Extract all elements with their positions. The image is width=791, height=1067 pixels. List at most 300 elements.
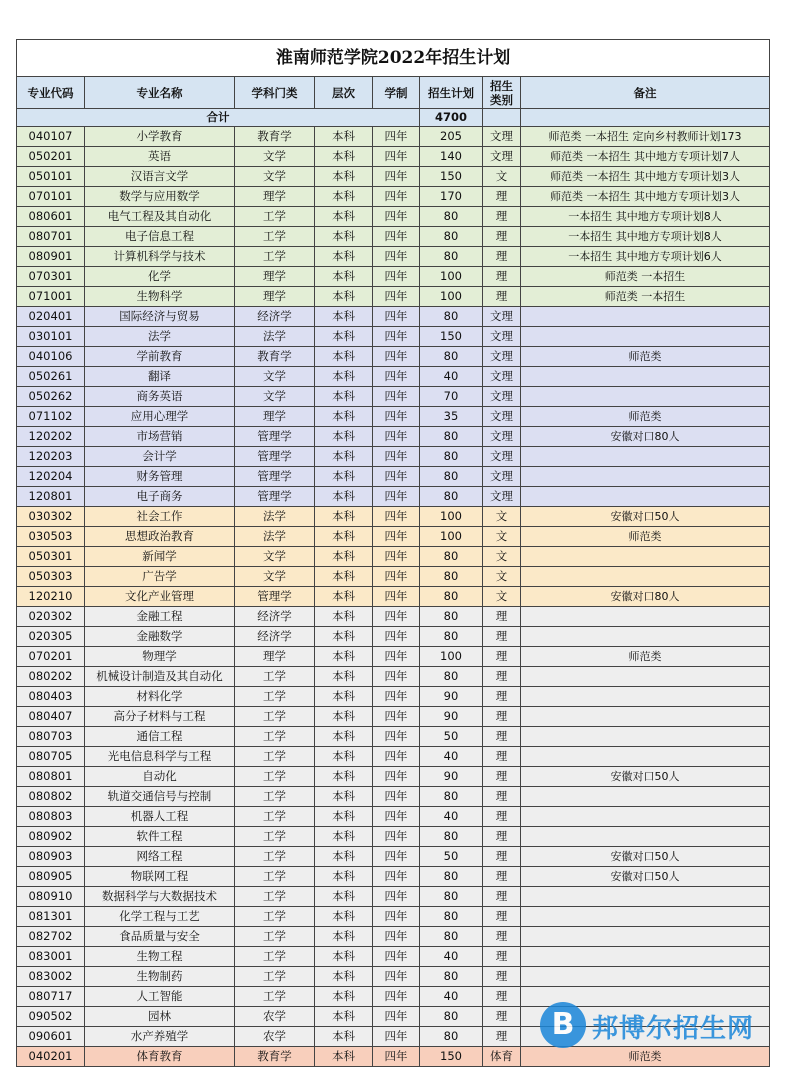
cell-name: 金融数学	[85, 627, 235, 647]
cell-field: 工学	[235, 927, 315, 947]
header-level: 层次	[315, 77, 373, 109]
cell-category: 文	[483, 547, 521, 567]
cell-years: 四年	[373, 627, 420, 647]
cell-category: 理	[483, 1007, 521, 1027]
cell-years: 四年	[373, 427, 420, 447]
cell-name: 文化产业管理	[85, 587, 235, 607]
cell-remark	[521, 967, 770, 987]
table-row	[17, 847, 770, 867]
cell-category: 文理	[483, 407, 521, 427]
cell-name: 应用心理学	[85, 407, 235, 427]
cell-field: 工学	[235, 767, 315, 787]
cell-category: 理	[483, 727, 521, 747]
table-row	[17, 747, 770, 767]
cell-years: 四年	[373, 887, 420, 907]
cell-years: 四年	[373, 727, 420, 747]
header-years: 学制	[373, 77, 420, 109]
cell-name: 生物制药	[85, 967, 235, 987]
cell-name: 电子信息工程	[85, 227, 235, 247]
cell-plan: 40	[420, 747, 483, 767]
cell-level: 本科	[315, 187, 373, 207]
cell-code: 080705	[17, 747, 85, 767]
cell-code: 020302	[17, 607, 85, 627]
cell-category: 文理	[483, 387, 521, 407]
cell-remark: 师范类 一本招生	[521, 267, 770, 287]
cell-level: 本科	[315, 727, 373, 747]
cell-years: 四年	[373, 807, 420, 827]
table-row	[17, 667, 770, 687]
cell-plan: 100	[420, 647, 483, 667]
cell-field: 文学	[235, 167, 315, 187]
admission-plan-sheet	[16, 39, 769, 1067]
cell-code: 071001	[17, 287, 85, 307]
cell-category: 文	[483, 167, 521, 187]
cell-years: 四年	[373, 507, 420, 527]
cell-plan: 80	[420, 227, 483, 247]
cell-level: 本科	[315, 647, 373, 667]
cell-code: 080803	[17, 807, 85, 827]
cell-name: 材料化学	[85, 687, 235, 707]
cell-name: 英语	[85, 147, 235, 167]
cell-level: 本科	[315, 167, 373, 187]
cell-field: 教育学	[235, 1047, 315, 1067]
cell-code: 030503	[17, 527, 85, 547]
cell-code: 080801	[17, 767, 85, 787]
cell-name: 新闻学	[85, 547, 235, 567]
cell-category: 理	[483, 247, 521, 267]
cell-field: 农学	[235, 1027, 315, 1047]
cell-field: 管理学	[235, 427, 315, 447]
table-row	[17, 927, 770, 947]
cell-category: 文理	[483, 147, 521, 167]
table-row	[17, 787, 770, 807]
cell-years: 四年	[373, 527, 420, 547]
cell-years: 四年	[373, 467, 420, 487]
cell-level: 本科	[315, 467, 373, 487]
cell-remark	[521, 707, 770, 727]
cell-plan: 50	[420, 847, 483, 867]
table-row	[17, 407, 770, 427]
cell-code: 080717	[17, 987, 85, 1007]
cell-level: 本科	[315, 487, 373, 507]
cell-field: 工学	[235, 827, 315, 847]
cell-code: 040107	[17, 127, 85, 147]
cell-category: 理	[483, 827, 521, 847]
cell-remark: 师范类 一本招生 其中地方专项计划3人	[521, 187, 770, 207]
cell-name: 学前教育	[85, 347, 235, 367]
cell-plan: 80	[420, 587, 483, 607]
cell-years: 四年	[373, 947, 420, 967]
cell-field: 文学	[235, 387, 315, 407]
cell-plan: 80	[420, 247, 483, 267]
cell-name: 法学	[85, 327, 235, 347]
cell-field: 文学	[235, 567, 315, 587]
cell-field: 管理学	[235, 447, 315, 467]
cell-name: 汉语言文学	[85, 167, 235, 187]
cell-level: 本科	[315, 707, 373, 727]
cell-category: 文	[483, 507, 521, 527]
cell-years: 四年	[373, 987, 420, 1007]
table-row	[17, 607, 770, 627]
cell-field: 管理学	[235, 467, 315, 487]
table-row	[17, 907, 770, 927]
cell-years: 四年	[373, 487, 420, 507]
cell-years: 四年	[373, 167, 420, 187]
cell-category: 理	[483, 267, 521, 287]
cell-plan: 80	[420, 467, 483, 487]
cell-years: 四年	[373, 267, 420, 287]
cell-level: 本科	[315, 287, 373, 307]
table-row	[17, 767, 770, 787]
cell-remark	[521, 787, 770, 807]
cell-field: 教育学	[235, 347, 315, 367]
table-row	[17, 307, 770, 327]
cell-plan: 90	[420, 687, 483, 707]
total-row	[17, 109, 770, 127]
cell-level: 本科	[315, 607, 373, 627]
cell-code: 070301	[17, 267, 85, 287]
cell-category: 文理	[483, 487, 521, 507]
cell-level: 本科	[315, 847, 373, 867]
cell-category: 理	[483, 767, 521, 787]
cell-field: 工学	[235, 887, 315, 907]
cell-plan: 80	[420, 307, 483, 327]
cell-field: 文学	[235, 147, 315, 167]
header-name: 专业名称	[85, 77, 235, 109]
cell-code: 080910	[17, 887, 85, 907]
cell-category: 理	[483, 967, 521, 987]
cell-plan: 80	[420, 567, 483, 587]
table-row	[17, 707, 770, 727]
table-row	[17, 827, 770, 847]
cell-field: 理学	[235, 287, 315, 307]
cell-years: 四年	[373, 147, 420, 167]
cell-name: 金融工程	[85, 607, 235, 627]
header-field: 学科门类	[235, 77, 315, 109]
cell-remark	[521, 447, 770, 467]
cell-field: 管理学	[235, 487, 315, 507]
header-code: 专业代码	[17, 77, 85, 109]
table-row	[17, 687, 770, 707]
cell-name: 网络工程	[85, 847, 235, 867]
cell-plan: 80	[420, 487, 483, 507]
cell-category: 文理	[483, 307, 521, 327]
cell-code: 040106	[17, 347, 85, 367]
cell-name: 电子商务	[85, 487, 235, 507]
cell-plan: 100	[420, 527, 483, 547]
total-empty-remark	[521, 109, 770, 127]
cell-name: 物联网工程	[85, 867, 235, 887]
cell-name: 翻译	[85, 367, 235, 387]
cell-level: 本科	[315, 1047, 373, 1067]
cell-plan: 80	[420, 1027, 483, 1047]
cell-category: 文理	[483, 427, 521, 447]
table-row	[17, 387, 770, 407]
cell-remark: 安徽对口50人	[521, 867, 770, 887]
cell-name: 化学	[85, 267, 235, 287]
cell-years: 四年	[373, 787, 420, 807]
cell-code: 020401	[17, 307, 85, 327]
cell-remark: 师范类 一本招生 定向乡村教师计划173	[521, 127, 770, 147]
cell-name: 化学工程与工艺	[85, 907, 235, 927]
cell-level: 本科	[315, 227, 373, 247]
cell-field: 工学	[235, 967, 315, 987]
cell-years: 四年	[373, 327, 420, 347]
cell-code: 070101	[17, 187, 85, 207]
cell-field: 农学	[235, 1007, 315, 1027]
table-row	[17, 467, 770, 487]
cell-plan: 80	[420, 967, 483, 987]
cell-code: 120204	[17, 467, 85, 487]
table-row	[17, 247, 770, 267]
cell-name: 市场营销	[85, 427, 235, 447]
table-row	[17, 447, 770, 467]
table-row	[17, 507, 770, 527]
header-remark: 备注	[521, 77, 770, 109]
cell-plan: 80	[420, 627, 483, 647]
total-empty-cat	[483, 109, 521, 127]
table-row	[17, 367, 770, 387]
cell-remark	[521, 307, 770, 327]
cell-code: 050301	[17, 547, 85, 567]
cell-name: 生物工程	[85, 947, 235, 967]
cell-level: 本科	[315, 767, 373, 787]
cell-years: 四年	[373, 227, 420, 247]
cell-plan: 80	[420, 347, 483, 367]
cell-plan: 140	[420, 147, 483, 167]
cell-code: 090502	[17, 1007, 85, 1027]
cell-category: 文理	[483, 467, 521, 487]
cell-code: 080202	[17, 667, 85, 687]
cell-code: 082702	[17, 927, 85, 947]
cell-level: 本科	[315, 667, 373, 687]
cell-field: 工学	[235, 907, 315, 927]
cell-plan: 150	[420, 1047, 483, 1067]
cell-category: 理	[483, 847, 521, 867]
cell-years: 四年	[373, 907, 420, 927]
cell-years: 四年	[373, 207, 420, 227]
cell-remark: 安徽对口50人	[521, 767, 770, 787]
cell-name: 水产养殖学	[85, 1027, 235, 1047]
cell-plan: 80	[420, 447, 483, 467]
cell-category: 文理	[483, 447, 521, 467]
cell-plan: 40	[420, 947, 483, 967]
cell-level: 本科	[315, 907, 373, 927]
cell-plan: 100	[420, 507, 483, 527]
cell-category: 理	[483, 887, 521, 907]
cell-field: 理学	[235, 407, 315, 427]
cell-code: 050262	[17, 387, 85, 407]
cell-years: 四年	[373, 1007, 420, 1027]
cell-years: 四年	[373, 127, 420, 147]
cell-years: 四年	[373, 287, 420, 307]
cell-level: 本科	[315, 947, 373, 967]
cell-category: 理	[483, 907, 521, 927]
cell-remark: 师范类	[521, 527, 770, 547]
cell-remark	[521, 487, 770, 507]
cell-field: 管理学	[235, 587, 315, 607]
cell-field: 工学	[235, 747, 315, 767]
site-watermark	[540, 1000, 780, 1052]
cell-category: 文	[483, 587, 521, 607]
cell-level: 本科	[315, 827, 373, 847]
cell-years: 四年	[373, 767, 420, 787]
cell-years: 四年	[373, 247, 420, 267]
cell-category: 理	[483, 227, 521, 247]
cell-remark	[521, 667, 770, 687]
table-row	[17, 867, 770, 887]
cell-remark	[521, 627, 770, 647]
cell-plan: 80	[420, 207, 483, 227]
cell-level: 本科	[315, 327, 373, 347]
header-category	[483, 77, 521, 109]
cell-code: 050101	[17, 167, 85, 187]
cell-field: 工学	[235, 807, 315, 827]
cell-level: 本科	[315, 407, 373, 427]
cell-field: 法学	[235, 327, 315, 347]
cell-name: 机器人工程	[85, 807, 235, 827]
cell-level: 本科	[315, 307, 373, 327]
cell-name: 食品质量与安全	[85, 927, 235, 947]
cell-level: 本科	[315, 1007, 373, 1027]
table-body	[17, 127, 770, 1067]
cell-remark	[521, 807, 770, 827]
cell-remark: 安徽对口50人	[521, 507, 770, 527]
cell-code: 070201	[17, 647, 85, 667]
total-value: 4700	[420, 109, 483, 127]
cell-level: 本科	[315, 587, 373, 607]
cell-name: 小学教育	[85, 127, 235, 147]
table-row	[17, 147, 770, 167]
watermark-text: 邦博尔招生网	[592, 1014, 755, 1044]
cell-level: 本科	[315, 347, 373, 367]
cell-remark: 安徽对口80人	[521, 427, 770, 447]
cell-name: 社会工作	[85, 507, 235, 527]
cell-code: 040201	[17, 1047, 85, 1067]
cell-level: 本科	[315, 507, 373, 527]
table-row	[17, 427, 770, 447]
cell-plan: 100	[420, 267, 483, 287]
cell-plan: 100	[420, 287, 483, 307]
cell-category: 文	[483, 527, 521, 547]
cell-name: 机械设计制造及其自动化	[85, 667, 235, 687]
cell-level: 本科	[315, 127, 373, 147]
cell-field: 工学	[235, 247, 315, 267]
cell-plan: 90	[420, 767, 483, 787]
cell-code: 080802	[17, 787, 85, 807]
table-row	[17, 167, 770, 187]
cell-code: 080901	[17, 247, 85, 267]
cell-years: 四年	[373, 927, 420, 947]
cell-code: 050201	[17, 147, 85, 167]
cell-code: 050303	[17, 567, 85, 587]
cell-level: 本科	[315, 387, 373, 407]
cell-category: 理	[483, 287, 521, 307]
cell-plan: 80	[420, 607, 483, 627]
cell-field: 法学	[235, 507, 315, 527]
cell-name: 思想政治教育	[85, 527, 235, 547]
cell-code: 080905	[17, 867, 85, 887]
table-row	[17, 227, 770, 247]
cell-level: 本科	[315, 547, 373, 567]
cell-plan: 150	[420, 167, 483, 187]
cell-level: 本科	[315, 1027, 373, 1047]
cell-category: 文理	[483, 347, 521, 367]
cell-plan: 50	[420, 727, 483, 747]
cell-field: 文学	[235, 367, 315, 387]
cell-plan: 80	[420, 667, 483, 687]
cell-code: 080902	[17, 827, 85, 847]
cell-name: 通信工程	[85, 727, 235, 747]
cell-field: 工学	[235, 667, 315, 687]
cell-remark	[521, 947, 770, 967]
cell-name: 国际经济与贸易	[85, 307, 235, 327]
table-row	[17, 327, 770, 347]
header-plan: 招生计划	[420, 77, 483, 109]
cell-remark: 师范类 一本招生 其中地方专项计划7人	[521, 147, 770, 167]
cell-name: 数学与应用数学	[85, 187, 235, 207]
cell-category: 理	[483, 707, 521, 727]
cell-field: 教育学	[235, 127, 315, 147]
cell-code: 083001	[17, 947, 85, 967]
cell-category: 理	[483, 787, 521, 807]
cell-category: 体育	[483, 1047, 521, 1067]
cell-field: 工学	[235, 727, 315, 747]
cell-category: 理	[483, 987, 521, 1007]
cell-remark	[521, 367, 770, 387]
cell-plan: 80	[420, 907, 483, 927]
cell-years: 四年	[373, 827, 420, 847]
cell-plan: 80	[420, 887, 483, 907]
cell-category: 理	[483, 607, 521, 627]
table-row	[17, 207, 770, 227]
table-row	[17, 127, 770, 147]
cell-field: 工学	[235, 227, 315, 247]
table-row	[17, 547, 770, 567]
cell-level: 本科	[315, 447, 373, 467]
cell-plan: 40	[420, 807, 483, 827]
cell-years: 四年	[373, 347, 420, 367]
cell-name: 体育教育	[85, 1047, 235, 1067]
cell-years: 四年	[373, 187, 420, 207]
cell-field: 理学	[235, 647, 315, 667]
cell-level: 本科	[315, 807, 373, 827]
cell-field: 工学	[235, 847, 315, 867]
cell-remark: 安徽对口80人	[521, 587, 770, 607]
table-row	[17, 647, 770, 667]
cell-remark	[521, 467, 770, 487]
cell-years: 四年	[373, 607, 420, 627]
cell-category: 理	[483, 687, 521, 707]
cell-years: 四年	[373, 447, 420, 467]
cell-years: 四年	[373, 967, 420, 987]
cell-category: 理	[483, 187, 521, 207]
cell-level: 本科	[315, 747, 373, 767]
cell-name: 高分子材料与工程	[85, 707, 235, 727]
cell-remark: 师范类 一本招生	[521, 287, 770, 307]
cell-name: 自动化	[85, 767, 235, 787]
cell-remark	[521, 927, 770, 947]
cell-plan: 80	[420, 547, 483, 567]
cell-code: 071102	[17, 407, 85, 427]
cell-category: 理	[483, 1027, 521, 1047]
cell-remark: 一本招生 其中地方专项计划6人	[521, 247, 770, 267]
cell-years: 四年	[373, 567, 420, 587]
cell-plan: 90	[420, 707, 483, 727]
cell-field: 文学	[235, 547, 315, 567]
total-label: 合计	[17, 109, 420, 127]
cell-category: 理	[483, 927, 521, 947]
